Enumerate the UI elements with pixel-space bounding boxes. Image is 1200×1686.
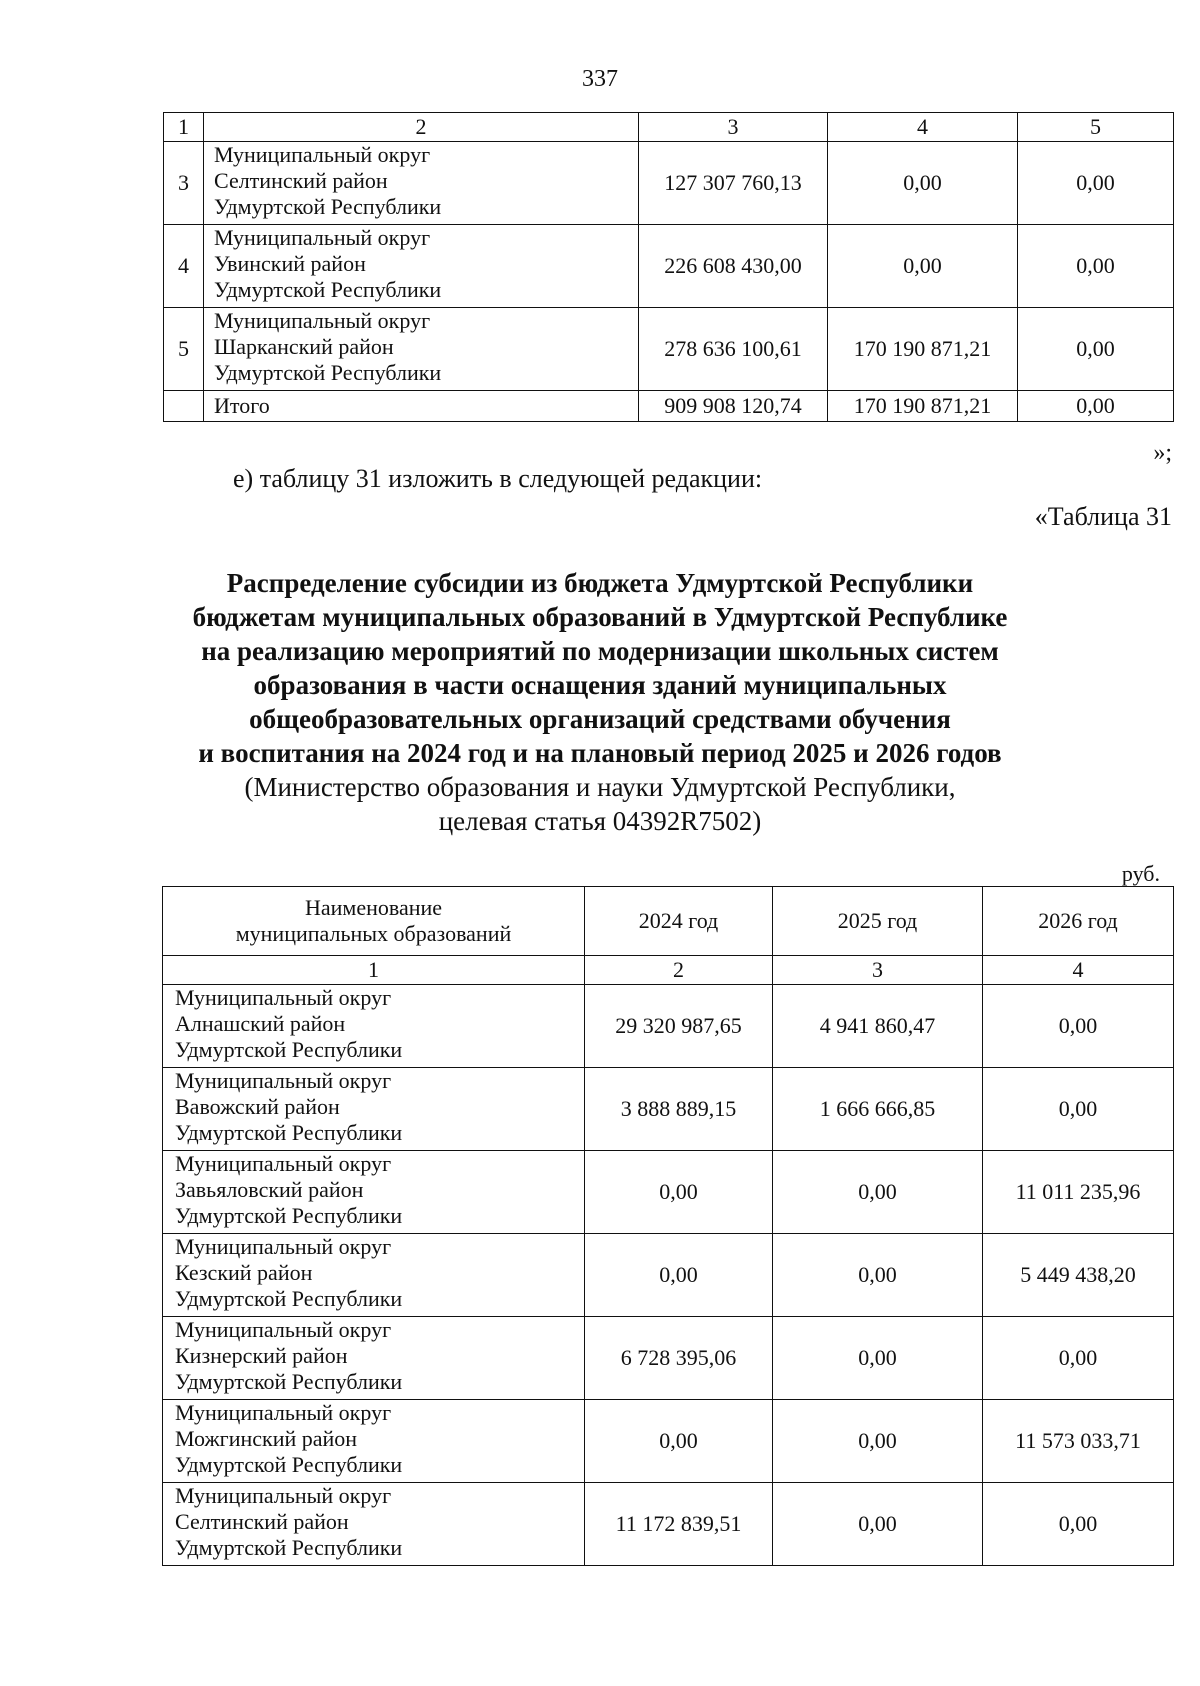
header-2026: 2026 год xyxy=(983,887,1174,956)
value-2024: 0,00 xyxy=(585,1234,773,1317)
subtitle-line: целевая статья 04392R7502) xyxy=(438,806,762,836)
name-line: Муниципальный округ xyxy=(214,308,431,333)
value-cell: 278 636 100,61 xyxy=(639,308,828,391)
name-line: Муниципальный округ xyxy=(175,1234,392,1259)
name-line: Завьяловский район xyxy=(175,1177,364,1202)
title-line: образования в части оснащения зданий муниципальных xyxy=(253,670,947,700)
table-row xyxy=(163,1068,1174,1151)
value-cell: 0,00 xyxy=(1018,225,1174,308)
name-line: Муниципальный округ xyxy=(175,985,392,1010)
table-row xyxy=(164,308,1174,391)
name-line: Селтинский район xyxy=(175,1509,349,1534)
name-line: Муниципальный округ xyxy=(175,1400,392,1425)
municipality-name xyxy=(163,985,585,1068)
municipality-name xyxy=(163,1483,585,1566)
table-row xyxy=(163,1400,1174,1483)
value-2024: 6 728 395,06 xyxy=(585,1317,773,1400)
column-number: 5 xyxy=(1018,113,1174,142)
name-line: Удмуртской Республики xyxy=(175,1037,403,1062)
continued-table xyxy=(163,112,1174,422)
subtitle-line: (Министерство образования и науки Удмуртской Республики, xyxy=(244,772,956,802)
table-row xyxy=(163,1151,1174,1234)
header-line: муниципальных образований xyxy=(235,921,512,946)
table-row xyxy=(163,1234,1174,1317)
value-2025: 4 941 860,47 xyxy=(773,985,983,1068)
column-number: 2 xyxy=(585,956,773,985)
name-line: Увинский район xyxy=(214,251,366,276)
value-2025: 0,00 xyxy=(773,1151,983,1234)
value-2026: 0,00 xyxy=(983,1483,1174,1566)
municipality-name xyxy=(163,1151,585,1234)
column-number: 3 xyxy=(773,956,983,985)
municipality-name xyxy=(204,308,639,391)
name-line: Удмуртской Республики xyxy=(214,360,442,385)
value-cell: 0,00 xyxy=(828,225,1018,308)
name-line: Кезский район xyxy=(175,1260,313,1285)
name-line: Муниципальный округ xyxy=(175,1317,392,1342)
municipality-name xyxy=(163,1234,585,1317)
value-2026: 11 573 033,71 xyxy=(983,1400,1174,1483)
header-name xyxy=(163,887,585,956)
value-2026: 0,00 xyxy=(983,1068,1174,1151)
column-number-row xyxy=(163,956,1174,985)
table-row xyxy=(163,1317,1174,1400)
municipality-name xyxy=(163,1068,585,1151)
municipality-name xyxy=(204,225,639,308)
column-number: 1 xyxy=(164,113,204,142)
title-line: и воспитания на 2024 год и на плановый период 2025 и 2026 годов xyxy=(198,738,1002,768)
header-2025: 2025 год xyxy=(773,887,983,956)
header-2024: 2024 год xyxy=(585,887,773,956)
name-line: Селтинский район xyxy=(214,168,388,193)
name-line: Удмуртской Республики xyxy=(175,1286,403,1311)
value-2025: 0,00 xyxy=(773,1483,983,1566)
amendment-text: е) таблицу 31 изложить в следующей редакции: xyxy=(233,464,763,493)
name-line: Муниципальный округ xyxy=(175,1068,392,1093)
name-line: Муниципальный округ xyxy=(214,225,431,250)
value-2024: 29 320 987,65 xyxy=(585,985,773,1068)
name-line: Алнашский район xyxy=(175,1011,346,1036)
subsidy-table xyxy=(162,886,1174,1566)
table-row xyxy=(164,142,1174,225)
value-cell: 0,00 xyxy=(1018,142,1174,225)
name-line: Удмуртской Республики xyxy=(214,277,442,302)
name-line: Удмуртской Республики xyxy=(175,1535,403,1560)
table-label: «Таблица 31 xyxy=(1034,502,1172,531)
value-2025: 0,00 xyxy=(773,1317,983,1400)
total-value: 0,00 xyxy=(1018,391,1174,422)
value-2024: 0,00 xyxy=(585,1151,773,1234)
value-2025: 0,00 xyxy=(773,1234,983,1317)
page-number: 337 xyxy=(582,66,618,92)
value-2026: 5 449 438,20 xyxy=(983,1234,1174,1317)
table-row xyxy=(163,1483,1174,1566)
table-row xyxy=(163,985,1174,1068)
column-number: 3 xyxy=(639,113,828,142)
column-number: 4 xyxy=(983,956,1174,985)
municipality-name xyxy=(163,1317,585,1400)
name-line: Удмуртской Республики xyxy=(175,1452,403,1477)
row-number: 3 xyxy=(164,142,204,225)
value-cell: 0,00 xyxy=(1018,308,1174,391)
total-value: 170 190 871,21 xyxy=(828,391,1018,422)
title-line: Распределение субсидии из бюджета Удмуртской Республики xyxy=(226,568,974,598)
table-row xyxy=(164,225,1174,308)
value-cell: 170 190 871,21 xyxy=(828,308,1018,391)
total-label: Итого xyxy=(204,391,639,422)
title-line: общеобразовательных организаций средствами обучения xyxy=(249,704,951,734)
value-cell: 127 307 760,13 xyxy=(639,142,828,225)
total-row xyxy=(164,391,1174,422)
table-title xyxy=(0,566,1200,838)
name-line: Муниципальный округ xyxy=(175,1151,392,1176)
municipality-name xyxy=(163,1400,585,1483)
header-line: Наименование xyxy=(304,895,443,920)
empty-cell xyxy=(164,391,204,422)
value-2026: 0,00 xyxy=(983,1317,1174,1400)
value-cell: 0,00 xyxy=(828,142,1018,225)
column-number-row xyxy=(164,113,1174,142)
name-line: Муниципальный округ xyxy=(175,1483,392,1508)
value-2024: 0,00 xyxy=(585,1400,773,1483)
value-cell: 226 608 430,00 xyxy=(639,225,828,308)
name-line: Вавожский район xyxy=(175,1094,340,1119)
name-line: Можгинский район xyxy=(175,1426,358,1451)
row-number: 5 xyxy=(164,308,204,391)
row-number: 4 xyxy=(164,225,204,308)
value-2024: 3 888 889,15 xyxy=(585,1068,773,1151)
name-line: Удмуртской Республики xyxy=(175,1120,403,1145)
total-value: 909 908 120,74 xyxy=(639,391,828,422)
municipality-name xyxy=(204,142,639,225)
column-number: 2 xyxy=(204,113,639,142)
column-number: 1 xyxy=(163,956,585,985)
value-2026: 11 011 235,96 xyxy=(983,1151,1174,1234)
name-line: Удмуртской Республики xyxy=(175,1203,403,1228)
name-line: Кизнерский район xyxy=(175,1343,348,1368)
title-line: бюджетам муниципальных образований в Удмуртской Республике xyxy=(192,602,1008,632)
column-number: 4 xyxy=(828,113,1018,142)
value-2024: 11 172 839,51 xyxy=(585,1483,773,1566)
header-row xyxy=(163,887,1174,956)
closing-quote: »; xyxy=(1153,440,1172,466)
name-line: Удмуртской Республики xyxy=(175,1369,403,1394)
value-2026: 0,00 xyxy=(983,985,1174,1068)
title-line: на реализацию мероприятий по модернизации школьных систем xyxy=(201,636,999,666)
value-2025: 0,00 xyxy=(773,1400,983,1483)
unit-label: руб. xyxy=(1121,861,1160,886)
name-line: Муниципальный округ xyxy=(214,142,431,167)
value-2025: 1 666 666,85 xyxy=(773,1068,983,1151)
name-line: Шарканский район xyxy=(214,334,394,359)
name-line: Удмуртской Республики xyxy=(214,194,442,219)
